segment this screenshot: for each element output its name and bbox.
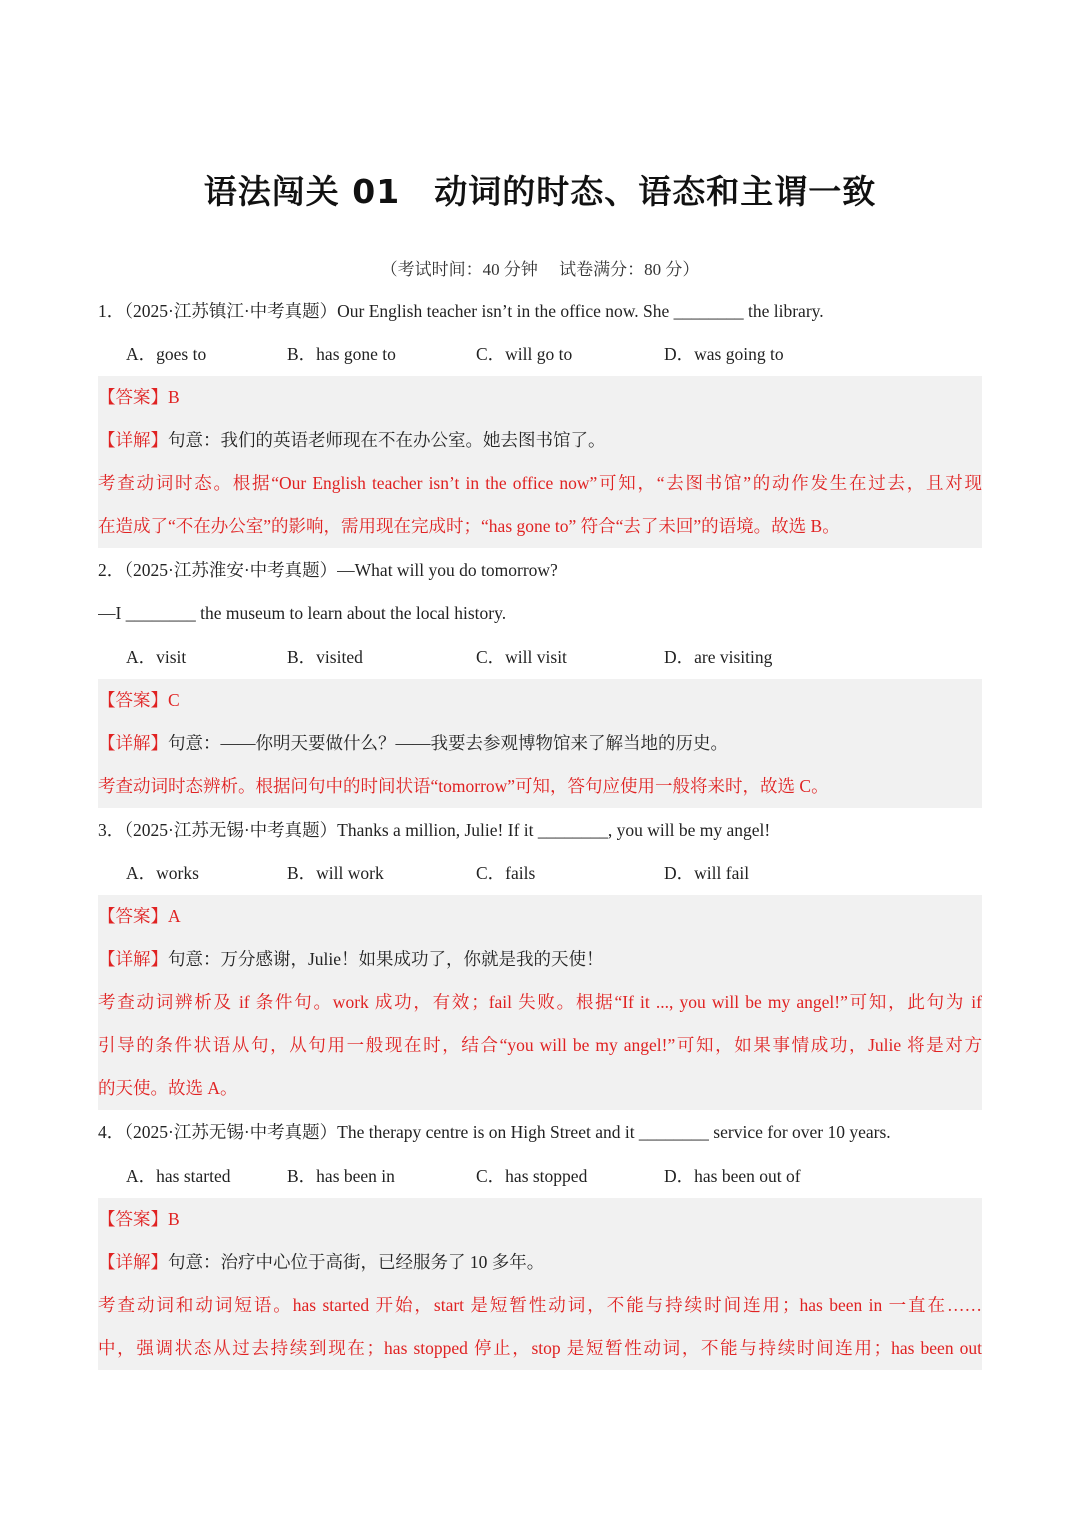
option-a: A．works <box>126 863 199 883</box>
analysis-3-line-2: 引导的条件状语从句，从句用一般现在时，结合“you will be my angel!”可知，如果事情成功，Julie 将是对方 <box>98 1035 982 1055</box>
detail-tag: 【详解】 <box>98 430 168 450</box>
option-b: B．has been in <box>287 1166 395 1186</box>
answer-value: B <box>168 1209 180 1229</box>
answer-tag: 【答案】 <box>98 1209 168 1229</box>
page-title: 语法闯关 01 动词的时态、语态和主谓一致 <box>203 172 877 211</box>
option-b: B．will work <box>287 863 384 883</box>
analysis-1-line-2: 在造成了“不在办公室”的影响，需用现在完成时；“has gone to” 符合“去了未回”的语境。故选 B。 <box>98 516 840 536</box>
detail-1 <box>98 419 982 462</box>
option-d: D．are visiting <box>664 647 773 667</box>
option-c: C．fails <box>476 863 536 883</box>
detail-text: 句意：治疗中心位于高街，已经服务了 10 多年。 <box>168 1252 545 1272</box>
answer-1 <box>98 376 982 419</box>
answer-3 <box>98 895 982 938</box>
analysis-3-line-3: 的天使。故选 A。 <box>98 1078 238 1098</box>
detail-tag: 【详解】 <box>98 733 168 753</box>
detail-3 <box>98 938 982 981</box>
answer-tag: 【答案】 <box>98 387 168 407</box>
analysis-4-line-2: 中，强调状态从过去持续到现在；has stopped 停止，stop 是短暂性动词，不能与持续时间连用；has been out <box>98 1338 982 1358</box>
question-4-options <box>126 1155 982 1198</box>
option-d: D．has been out of <box>664 1166 801 1186</box>
answer-4 <box>98 1198 982 1241</box>
exam-info: （考试时间：40 分钟 试卷满分：80 分） <box>380 260 700 279</box>
answer-value: C <box>168 690 180 710</box>
detail-text: 句意：——你明天要做什么？——我要去参观博物馆来了解当地的历史。 <box>168 733 728 753</box>
question-3-options <box>126 852 982 895</box>
analysis-2-line-1: 考查动词时态辨析。根据问句中的时间状语“tomorrow”可知，答句应使用一般将来时，故选 C。 <box>98 776 829 796</box>
detail-tag: 【详解】 <box>98 1252 168 1272</box>
detail-2 <box>98 722 982 765</box>
question-1-options <box>126 333 982 376</box>
option-b: B．has gone to <box>287 344 396 364</box>
option-b: B．visited <box>287 647 363 667</box>
question-4-stem: 4．（2025·江苏无锡·中考真题）The therapy centre is on High Street and it ________ service for over 10 years. <box>98 1122 891 1142</box>
detail-tag: 【详解】 <box>98 949 168 969</box>
analysis-3-line-1: 考查动词辨析及 if 条件句。work 成功，有效；fail 失败。根据“If it ..., you will be my angel!”可知，此句为 if <box>98 992 982 1012</box>
answer-tag: 【答案】 <box>98 690 168 710</box>
option-c: C．will visit <box>476 647 567 667</box>
question-2-stem: 2．（2025·江苏淮安·中考真题）—What will you do tomorrow? <box>98 560 558 580</box>
option-a: A．visit <box>126 647 187 667</box>
answer-2 <box>98 679 982 722</box>
answer-tag: 【答案】 <box>98 906 168 926</box>
analysis-4-line-1: 考查动词和动词短语。has started 开始，start 是短暂性动词，不能与持续时间连用；has been in 一直在…… <box>98 1295 982 1315</box>
option-a: A．goes to <box>126 344 207 364</box>
detail-4 <box>98 1241 982 1284</box>
answer-value: B <box>168 387 180 407</box>
question-2-options <box>126 636 982 679</box>
question-3-stem: 3．（2025·江苏无锡·中考真题）Thanks a million, Julie! If it ________, you will be my angel! <box>98 820 771 840</box>
question-2-stem-line-2: —I ________ the museum to learn about the local history. <box>98 603 507 623</box>
detail-text: 句意：万分感谢，Julie！如果成功了，你就是我的天使！ <box>168 949 604 969</box>
answer-value: A <box>168 906 181 926</box>
option-c: C．has stopped <box>476 1166 588 1186</box>
detail-text: 句意：我们的英语老师现在不在办公室。她去图书馆了。 <box>168 430 606 450</box>
option-d: D．will fail <box>664 863 750 883</box>
analysis-1-line-1: 考查动词时态。根据“Our English teacher isn’t in the office now”可知，“去图书馆”的动作发生在过去，且对现 <box>98 473 982 493</box>
option-c: C．will go to <box>476 344 573 364</box>
option-d: D．was going to <box>664 344 784 364</box>
option-a: A．has started <box>126 1166 231 1186</box>
question-1-stem: 1．（2025·江苏镇江·中考真题）Our English teacher isn’t in the office now. She ________ the library. <box>98 301 824 321</box>
